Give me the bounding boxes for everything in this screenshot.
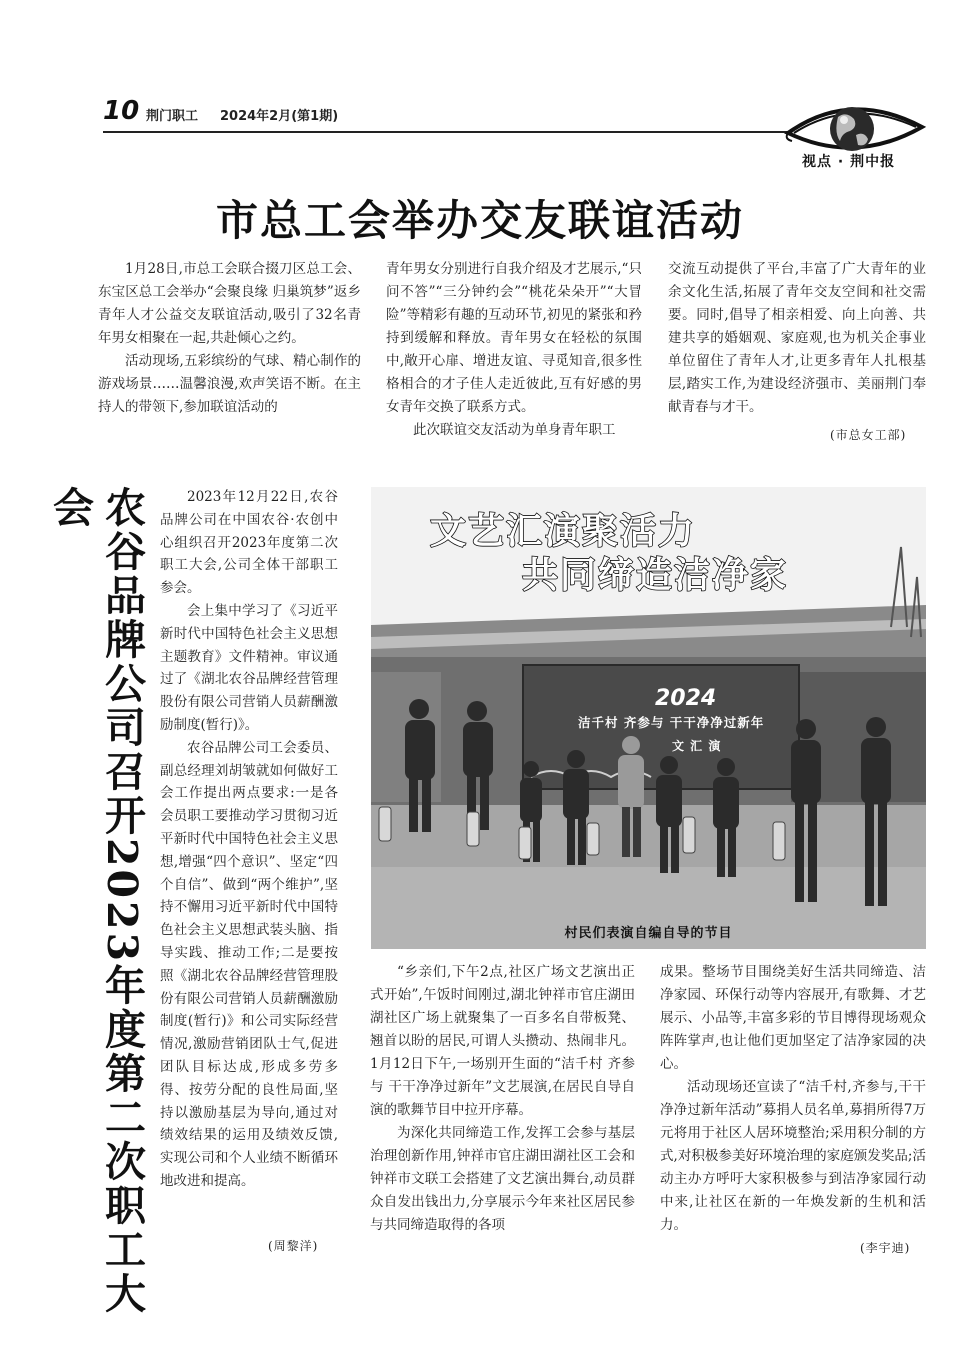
paragraph: 1月28日,市总工会联合掇刀区总工会、东宝区总工会举办“会聚良缘 归巢筑梦”返乡青年人才公益交友联谊活动,吸引了32名青年男女相聚在一起,共赴倾心之约。 [98,261,361,346]
paragraph: 此次联谊交友活动为单身青年职工 [413,422,616,438]
logo-text: 视点 · 荆中报 [802,154,896,170]
paper-name: 荆门职工 [146,109,199,124]
photo-caption: 村民们表演自编自导的节目 [564,926,733,941]
paragraph: 会上集中学习了《习近平新时代中国特色社会主义思想主题教育》文件精神。审议通过了《湖北农谷品牌经营管理股份有限公司营销人员薪酬激励制度(暂行)》。 [160,602,338,733]
banner-slogan: 洁千村 齐参与 干干净净过新年 [578,715,765,730]
article3-author: (李宇迪) [860,1241,911,1255]
article3-title-line2: 共同缔造洁净家 [522,554,789,596]
paragraph: 农谷品牌公司工会委员、副总经理刘胡皱就如何做好工会工作提出两点要求:一是各会员职工要推动学习贯彻习近平新时代中国特色社会主义思想,增强“四个意识”、坚定“四个自信”、做到“两个维护”,坚持不懈用习近平新时代中国特色社会主义思想武装头脑、指导实践、推动工作;二是要按照《湖北农谷品牌经营管理股份有限公司营销人员薪酬激励制度(暂行)》和公司实际经营情况,激励营销团队士气,促进团队目标达成,形成多劳多得、按劳分配的良性局面,坚持以激励基层为导向,通过对绩效结果的运用及绩效反馈,实现公司和个人业绩不断循环地改进和提高。 [160,739,338,1189]
article3-column-2 [660,961,926,1237]
article1-column-3 [668,258,926,419]
article1-column-1 [98,258,361,419]
article1-title: 市总工会举办交友联谊活动 [215,196,744,245]
article1-column-2 [386,258,642,442]
article2-author: (周黎洋) [268,1239,319,1253]
paragraph: 活动现场,五彩缤纷的气球、精心制作的游戏场景……温馨浪漫,欢声笑语不断。在主持人的带领下,参加联谊活动的 [98,353,361,415]
article1-author: (市总女工部) [830,428,907,442]
header-rule [103,131,848,133]
paragraph: 为深化共同缔造工作,发挥工会参与基层治理创新作用,钟祥市官庄湖田湖社区工会和钟祥市文联工会搭建了文艺演出舞台,动员群众自发出钱出力,分享展示今年来社区居民参与共同缔造取得的各项 [370,1125,635,1233]
paragraph: 活动现场还宣读了“洁千村,齐参与,干干净净过新年活动”募捐人员名单,募捐所得7万元将用于社区人居环境整治;采用积分制的方式,对积极参美好环境治理的家庭颁发奖品;活动主办方呼吁大家积极参与到洁净家园行动中来,让社区在新的一年焕发新的生机和活力。 [660,1079,926,1233]
banner-year: 2024 [655,686,717,711]
issue-date: 2024年2月(第1期) [220,109,339,124]
paragraph: 2023年12月22日,农谷品牌公司在中国农谷·农创中心组织召开2023年度第二次职工大会,公司全体干部职工参会。 [160,489,338,597]
article3-title-line1: 文艺汇演聚活力 [430,510,697,552]
paragraph: 青年男女分别进行自我介绍及才艺展示,“只问不答”“三分钟约会”“桃花朵朵开”“大冒险”等精彩有趣的互动环节,初见的紧张和矜持到缓解和释放。青年男女在轻松的氛围中,敞开心扉、增进友谊、寻觅知音,很多性格相合的才子佳人走近彼此,互有好感的男女青年交换了联系方式。 [386,261,642,415]
paragraph: 交流互动提供了平台,丰富了广大青年的业余文化生活,拓展了青年交友空间和社交需要。同时,倡导了相亲相爱、向上向善、共建共享的婚姻观、家庭观,也为机关企事业单位留住了青年人才,让更多青年人扎根基层,踏实工作,为建设经济强市、美丽荆门奉献青春与才干。 [668,261,926,415]
article2-title: 农谷品牌公司召开2023年度第二次职工大会 [46,486,146,1317]
page-number: 10 [103,96,140,126]
article3-column-1 [370,961,635,1237]
article2-body [160,486,338,1193]
banner-subtitle: 文 汇 演 [672,739,722,753]
paragraph: 成果。整场节目围绕美好生活共同缔造、洁净家园、环保行动等内容展开,有歌舞、才艺展示、小品等,丰富多彩的节目博得现场观众阵阵掌声,也让他们更加坚定了洁净家园的决心。 [660,964,926,1072]
paragraph: “乡亲们,下午2点,社区广场文艺演出正式开始”,午饭时间刚过,湖北钟祥市官庄湖田湖社区广场上就聚集了一百多名自带板凳、翘首以盼的居民,可谓人头攒动、热闹非凡。1月12日下午,一场别开生面的“洁千村 齐参与 干干净净过新年”文艺展演,在居民自导自演的歌舞节目中拉开序幕。 [370,964,635,1118]
